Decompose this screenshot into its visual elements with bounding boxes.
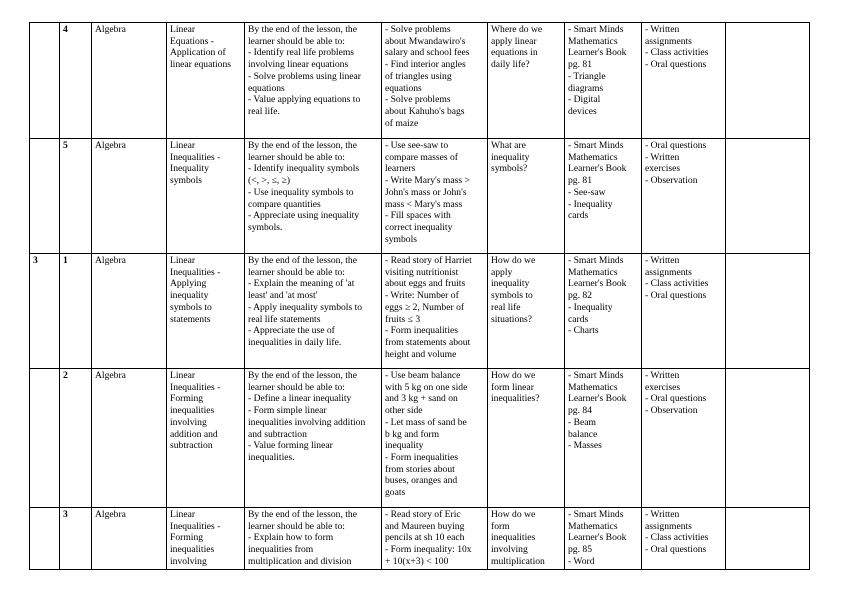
learning-experiences-cell-text: - Use see-saw to compare masses of learners - Write Mary's mass > John's mass or John's mass < Mary's mass - Fill spaces with correct inequality symbols — [385, 140, 470, 245]
table-row — [30, 23, 810, 139]
sub-strand-cell — [167, 369, 245, 508]
week-cell — [30, 369, 60, 508]
learning-outcomes-cell — [245, 139, 382, 254]
strand-cell-text: Algebra — [95, 140, 126, 151]
remarks-cell — [726, 139, 810, 254]
learning-resources-cell — [565, 139, 642, 254]
learning-experiences-cell-text: - Read story of Harriet visiting nutritionist about eggs and fruits - Write: Number of eggs ≥ 2, Number of fruits ≤ 3 - Form inequalities from statements about height and volume — [385, 255, 472, 360]
sub-strand-cell-text: Linear Inequalities - Inequality symbols — [170, 140, 221, 187]
learning-resources-cell-text: - Smart Minds Mathematics Learner's Book pg. 84 - Beam balance - Masses — [568, 370, 627, 452]
assessment-cell — [642, 139, 726, 254]
sub-strand-cell — [167, 508, 245, 570]
strand-cell-text: Algebra — [95, 509, 126, 520]
strand-cell-text: Algebra — [95, 255, 126, 266]
sub-strand-cell-text: Linear Inequalities - Forming inequalities involving addition and subtraction — [170, 370, 221, 452]
key-inquiry-question-cell-text: How do we form linear inequalities? — [491, 370, 540, 405]
assessment-cell — [642, 369, 726, 508]
week-cell — [30, 139, 60, 254]
key-inquiry-question-cell — [488, 139, 565, 254]
sub-strand-cell — [167, 254, 245, 369]
strand-cell — [92, 369, 167, 508]
remarks-cell — [726, 254, 810, 369]
learning-experiences-cell — [382, 508, 488, 570]
assessment-cell-text: - Oral questions - Written exercises - Observation — [645, 140, 707, 187]
remarks-cell — [726, 23, 810, 139]
learning-outcomes-cell — [245, 254, 382, 369]
learning-outcomes-cell — [245, 369, 382, 508]
learning-experiences-cell — [382, 139, 488, 254]
assessment-cell-text: - Written assignments - Class activities - Oral questions — [645, 255, 709, 302]
lesson-cell — [60, 508, 92, 570]
assessment-cell — [642, 23, 726, 139]
key-inquiry-question-cell — [488, 508, 565, 570]
week-cell-text: 3 — [33, 255, 38, 266]
sub-strand-cell-text: Linear Equations - Application of linear equations — [170, 24, 232, 71]
table-row — [30, 254, 810, 369]
strand-cell — [92, 139, 167, 254]
week-cell — [30, 508, 60, 570]
key-inquiry-question-cell-text: How do we apply inequality symbols to real life situations? — [491, 255, 536, 325]
sub-strand-cell — [167, 23, 245, 139]
key-inquiry-question-cell — [488, 369, 565, 508]
strand-cell — [92, 508, 167, 570]
assessment-cell — [642, 508, 726, 570]
learning-outcomes-cell-text: By the end of the lesson, the learner should be able to: - Identify real life problems involving linear equations - Solve problems using linear equations - Value applying equations to real life. — [248, 24, 361, 117]
lesson-cell — [60, 254, 92, 369]
learning-experiences-cell-text: - Use beam balance with 5 kg on one side and 3 kg + sand on other side - Let mass of sand be b kg and form inequality - Form inequalities from stories about buses, oranges and goats — [385, 370, 468, 499]
sub-strand-cell-text: Linear Inequalities - Forming inequalities involving — [170, 509, 221, 567]
table-row — [30, 508, 810, 570]
learning-resources-cell-text: - Smart Minds Mathematics Learner's Book pg. 81 - Triangle diagrams - Digital devices — [568, 24, 627, 117]
lesson-cell — [60, 23, 92, 139]
assessment-cell — [642, 254, 726, 369]
learning-experiences-cell-text: - Solve problems about Mwandawiro's salary and school fees - Find interior angles of triangles using equations - Solve problems about Kahuho's bags of maize — [385, 24, 470, 129]
learning-outcomes-cell-text: By the end of the lesson, the learner should be able to: - Explain the meaning of 'at least' and 'at most' - Apply inequality symbols to real life statements - Appreciate the use of inequalities in daily life. — [248, 255, 363, 348]
learning-outcomes-cell — [245, 23, 382, 139]
table-body — [30, 23, 810, 570]
key-inquiry-question-cell-text: What are inequality symbols? — [491, 140, 530, 175]
learning-outcomes-cell-text: By the end of the lesson, the learner should be able to: - Identify inequality symbols (<, >, ≤, ≥) - Use inequality symbols to compare quantities - Appreciate using inequality symbols. — [248, 140, 360, 233]
strand-cell-text: Algebra — [95, 24, 126, 35]
learning-outcomes-cell-text: By the end of the lesson, the learner should be able to: - Explain how to form inequalities from multiplication and division — [248, 509, 357, 567]
key-inquiry-question-cell-text: Where do we apply linear equations in daily life? — [491, 24, 543, 71]
learning-experiences-cell-text: - Read story of Eric and Maureen buying pencils at sh 10 each - Form inequality: 10x + 10(x+3) < 100 — [385, 509, 472, 567]
learning-resources-cell — [565, 23, 642, 139]
assessment-cell-text: - Written assignments - Class activities - Oral questions — [645, 509, 709, 556]
strand-cell — [92, 23, 167, 139]
learning-resources-cell-text: - Smart Minds Mathematics Learner's Book pg. 81 - See-saw - Inequality cards — [568, 140, 627, 222]
learning-outcomes-cell — [245, 508, 382, 570]
learning-resources-cell — [565, 254, 642, 369]
lesson-cell-text: 4 — [63, 24, 68, 35]
strand-cell — [92, 254, 167, 369]
scheme-of-work-table — [29, 22, 810, 570]
learning-resources-cell-text: - Smart Minds Mathematics Learner's Book pg. 85 - Word — [568, 509, 627, 567]
learning-resources-cell — [565, 508, 642, 570]
sub-strand-cell-text: Linear Inequalities - Applying inequality symbols to statements — [170, 255, 221, 325]
learning-resources-cell — [565, 369, 642, 508]
learning-outcomes-cell-text: By the end of the lesson, the learner should be able to: - Define a linear inequality - Form simple linear inequalities involving addition and subtraction - Value forming linear inequalities. — [248, 370, 366, 463]
table-row — [30, 139, 810, 254]
remarks-cell — [726, 369, 810, 508]
strand-cell-text: Algebra — [95, 370, 126, 381]
key-inquiry-question-cell — [488, 23, 565, 139]
week-cell — [30, 254, 60, 369]
lesson-cell-text: 3 — [63, 509, 68, 520]
key-inquiry-question-cell-text: How do we form inequalities involving multiplication — [491, 509, 545, 567]
week-cell — [30, 23, 60, 139]
lesson-cell — [60, 369, 92, 508]
lesson-cell-text: 2 — [63, 370, 68, 381]
lesson-cell-text: 5 — [63, 140, 68, 151]
assessment-cell-text: - Written exercises - Oral questions - Observation — [645, 370, 707, 417]
learning-experiences-cell — [382, 369, 488, 508]
table-row — [30, 369, 810, 508]
learning-experiences-cell — [382, 254, 488, 369]
remarks-cell — [726, 508, 810, 570]
sub-strand-cell — [167, 139, 245, 254]
learning-resources-cell-text: - Smart Minds Mathematics Learner's Book pg. 82 - Inequality cards - Charts — [568, 255, 627, 337]
key-inquiry-question-cell — [488, 254, 565, 369]
lesson-cell-text: 1 — [63, 255, 68, 266]
lesson-cell — [60, 139, 92, 254]
learning-experiences-cell — [382, 23, 488, 139]
assessment-cell-text: - Written assignments - Class activities - Oral questions — [645, 24, 709, 71]
